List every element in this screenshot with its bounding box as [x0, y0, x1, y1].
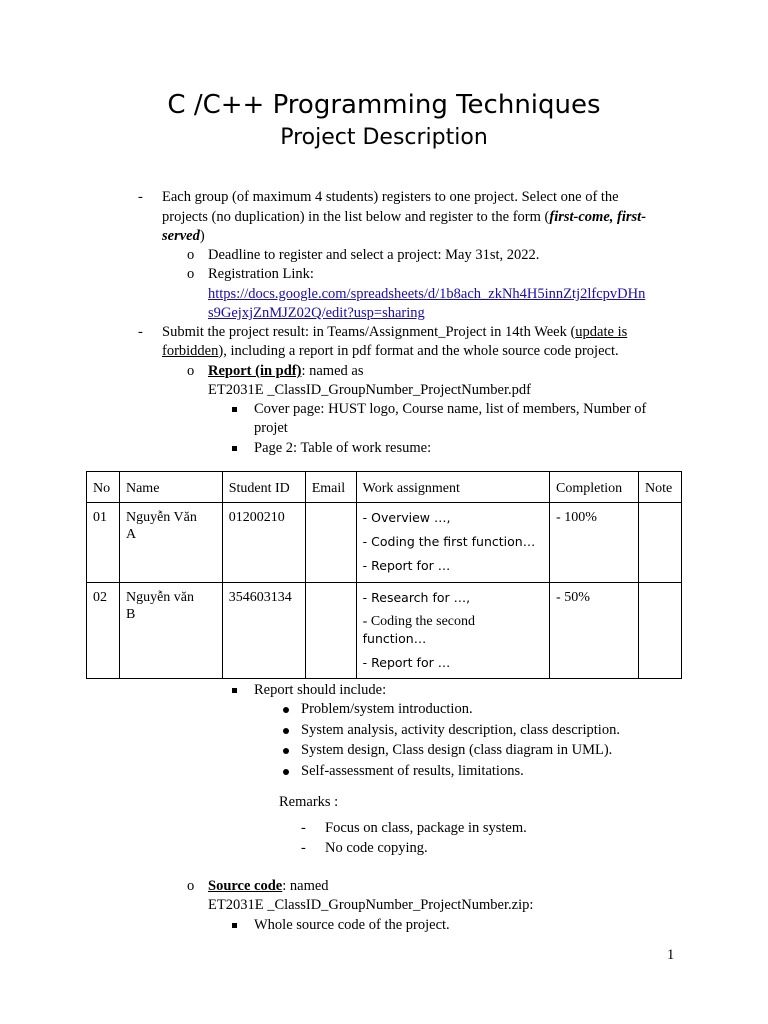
remarks-label: Remarks : — [279, 794, 339, 810]
round-bullet — [283, 728, 289, 734]
square-bullet — [232, 446, 237, 451]
header-cell: Work assignment — [356, 472, 549, 503]
page2-text: Page 2: Table of work resume: — [254, 440, 432, 456]
p1-line3-text: ) — [199, 228, 205, 244]
p1-line2 — [162, 208, 646, 227]
row-completion: - 100% — [550, 503, 639, 583]
registration-link-cont[interactable]: s9GejxjZnMJZ02Q/edit?usp=sharing — [208, 305, 425, 321]
cover-page-line1: Cover page: HUST logo, Course name, list of members, Number of — [254, 401, 647, 417]
page-subtitle: Project Description — [280, 125, 488, 150]
work-line: function… — [362, 631, 427, 646]
p1-line2-text: projects (no duplication) in the list below and register to the form ( — [162, 209, 550, 225]
source-heading — [208, 877, 329, 896]
header-cell: No — [87, 472, 120, 503]
report-suffix: : named as — [301, 363, 364, 379]
square-bullet — [232, 923, 237, 928]
circle-marker: o — [187, 247, 195, 263]
source-item: Whole source code of the project. — [254, 917, 450, 933]
include-item: System analysis, activity description, class description. — [301, 722, 620, 738]
work-line: - Coding the second — [362, 614, 476, 629]
remark-item: Focus on class, package in system. — [325, 820, 527, 836]
round-bullet — [283, 748, 289, 754]
dash-marker: - — [138, 189, 143, 205]
row-note — [638, 583, 681, 679]
dash-marker: - — [301, 820, 306, 836]
cover-page-line2: projet — [254, 420, 288, 436]
source-label: Source code — [208, 878, 283, 894]
report-filename: ET2031E _ClassID_GroupNumber_ProjectNumber.pdf — [208, 382, 531, 398]
p1-emphasis: first-come, first- — [549, 209, 647, 225]
circle-marker: o — [187, 878, 195, 894]
square-bullet — [232, 407, 237, 412]
page-number: 1 — [667, 947, 675, 963]
report-label: Report (in pdf) — [208, 363, 302, 379]
round-bullet — [283, 707, 289, 713]
work-resume-table — [86, 471, 682, 679]
row-note — [638, 503, 681, 583]
remark-item: No code copying. — [325, 840, 428, 856]
header-cell: Name — [119, 472, 222, 503]
include-item: System design, Class design (class diagram in UML). — [301, 742, 613, 758]
round-bullet — [283, 769, 289, 775]
table-header-row — [87, 472, 682, 503]
row-name — [119, 503, 222, 583]
name-line: Nguyễn Văn — [125, 510, 197, 525]
p1-emphasis-cont: served — [162, 228, 200, 244]
row-no: 01 — [87, 503, 120, 583]
source-suffix: : named — [282, 878, 329, 894]
report-heading — [208, 362, 363, 381]
header-cell: Note — [638, 472, 681, 503]
row-student-id: 354603134 — [222, 583, 305, 679]
p2-underline-cont: forbidden — [162, 343, 219, 359]
row-email — [305, 583, 356, 679]
dash-marker: - — [138, 324, 143, 340]
p2-line2 — [162, 342, 619, 361]
p1-line1: Each group (of maximum 4 students) registers to one project. Select one of the — [162, 189, 619, 205]
dash-marker: - — [301, 840, 306, 856]
row-student-id: 01200210 — [222, 503, 305, 583]
include-item: Problem/system introduction. — [301, 701, 473, 717]
header-cell: Email — [305, 472, 356, 503]
p1-line3 — [162, 227, 205, 246]
deadline-text: Deadline to register and select a project: May 31st, 2022. — [208, 247, 540, 263]
source-filename: ET2031E _ClassID_GroupNumber_ProjectNumber.zip: — [208, 897, 534, 913]
p2-underline: update is — [575, 324, 628, 340]
table-row — [87, 583, 682, 679]
header-cell: Completion — [550, 472, 639, 503]
row-no: 02 — [87, 583, 120, 679]
p2-line1 — [162, 323, 627, 342]
page-title: C /C++ Programming Techniques — [167, 90, 601, 120]
p2-line2-text: ), including a report in pdf format and the whole source code project. — [218, 343, 619, 359]
p2-line1-text: Submit the project result: in Teams/Assignment_Project in 14th Week ( — [162, 324, 576, 340]
work-line: - Overview …, — [362, 510, 451, 525]
work-line: - Research for …, — [362, 590, 471, 605]
name-line: A — [125, 527, 137, 542]
registration-link[interactable]: https://docs.google.com/spreadsheets/d/1b8ach_zkNh4H5innZtj2lfcpvDHn — [208, 286, 646, 302]
row-work — [356, 583, 549, 679]
work-line: - Coding the first function… — [362, 534, 536, 549]
row-email — [305, 503, 356, 583]
circle-marker: o — [187, 266, 195, 282]
include-item: Self-assessment of results, limitations. — [301, 763, 524, 779]
table-row — [87, 503, 682, 583]
row-work — [356, 503, 549, 583]
row-completion: - 50% — [550, 583, 639, 679]
work-line: - Report for … — [362, 558, 451, 573]
registration-label: Registration Link: — [208, 266, 314, 282]
name-line: Nguyễn văn — [125, 590, 195, 605]
include-label: Report should include: — [254, 682, 387, 698]
work-line: - Report for … — [362, 655, 451, 670]
name-line: B — [125, 607, 136, 622]
row-name — [119, 583, 222, 679]
square-bullet — [232, 688, 237, 693]
header-cell: Student ID — [222, 472, 305, 503]
circle-marker: o — [187, 363, 195, 379]
